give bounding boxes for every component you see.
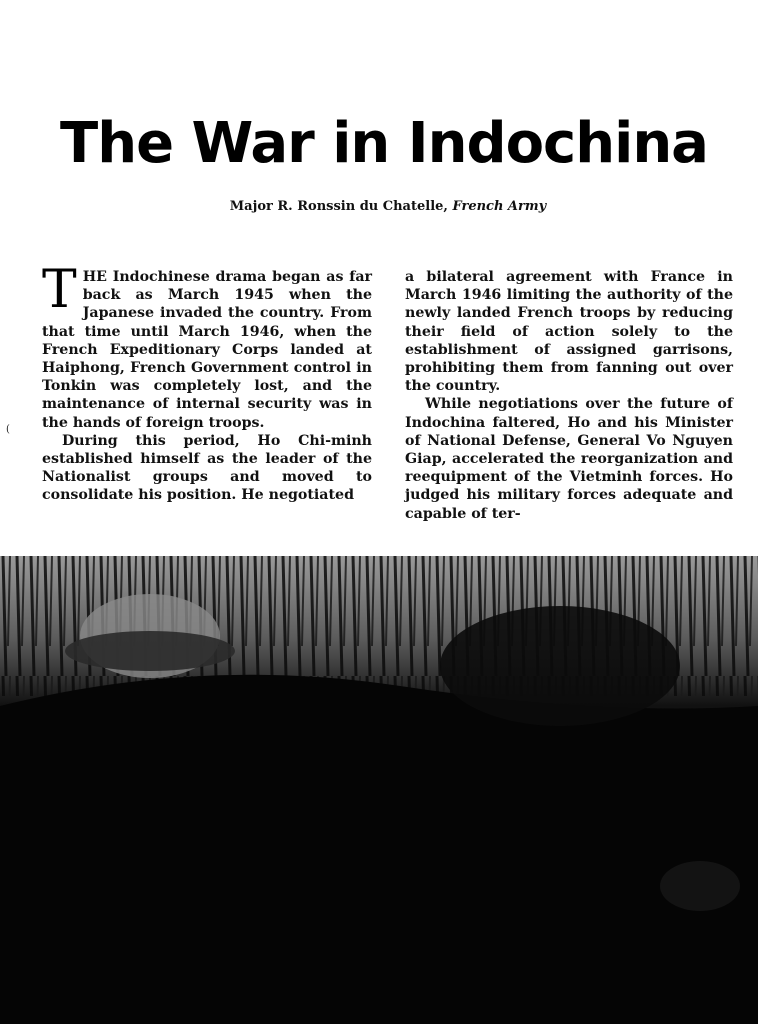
byline-author: Major R. Ronssin du Chatelle,	[229, 199, 448, 214]
byline-affiliation: French Army	[452, 199, 547, 214]
left-paragraph-2: During this period, Ho Chi-minh established himself as the leader of the Nationalist groups and moved to consolidate his position. He negotiated	[42, 432, 372, 504]
photo-image	[0, 556, 758, 1024]
jungle-soldier-photo	[0, 556, 758, 1024]
right-paragraph-1: a bilateral agreement with France in March 1946 limiting the authority of the newly landed French troops by reducing their field of action solely to the establishment of assigned garrisons, prohibiting them from fanning out over the country.	[405, 269, 733, 395]
left-column	[42, 260, 372, 505]
drop-cap: T	[42, 260, 77, 320]
margin-mark: (	[6, 424, 10, 435]
left-paragraph-1	[42, 260, 372, 432]
article-title: The War in Indochina	[60, 111, 708, 176]
dark-foreground	[0, 675, 758, 1024]
left-paragraph-1-text: HE Indochinese drama began as far back as March 1945 when the Japanese invaded the country. From that time until March 1946, when the French Expeditionary Corps landed at Haiphong, French Government control in Tonkin was completely lost, and the maintenance of internal security was in the hands of foreign troops.	[42, 269, 372, 431]
light-patch	[660, 861, 740, 911]
right-paragraph-2: While negotiations over the future of Indochina faltered, Ho and his Minister of National Defense, General Vo Nguyen Giap, accelerated the reorganization and reequipment of the Vietminh forces. Ho judged his military forces adequate and capable of ter-	[405, 396, 733, 522]
right-column	[405, 268, 733, 523]
shadow-figure	[440, 606, 680, 726]
byline	[0, 199, 768, 214]
helmet-brim	[65, 631, 235, 671]
